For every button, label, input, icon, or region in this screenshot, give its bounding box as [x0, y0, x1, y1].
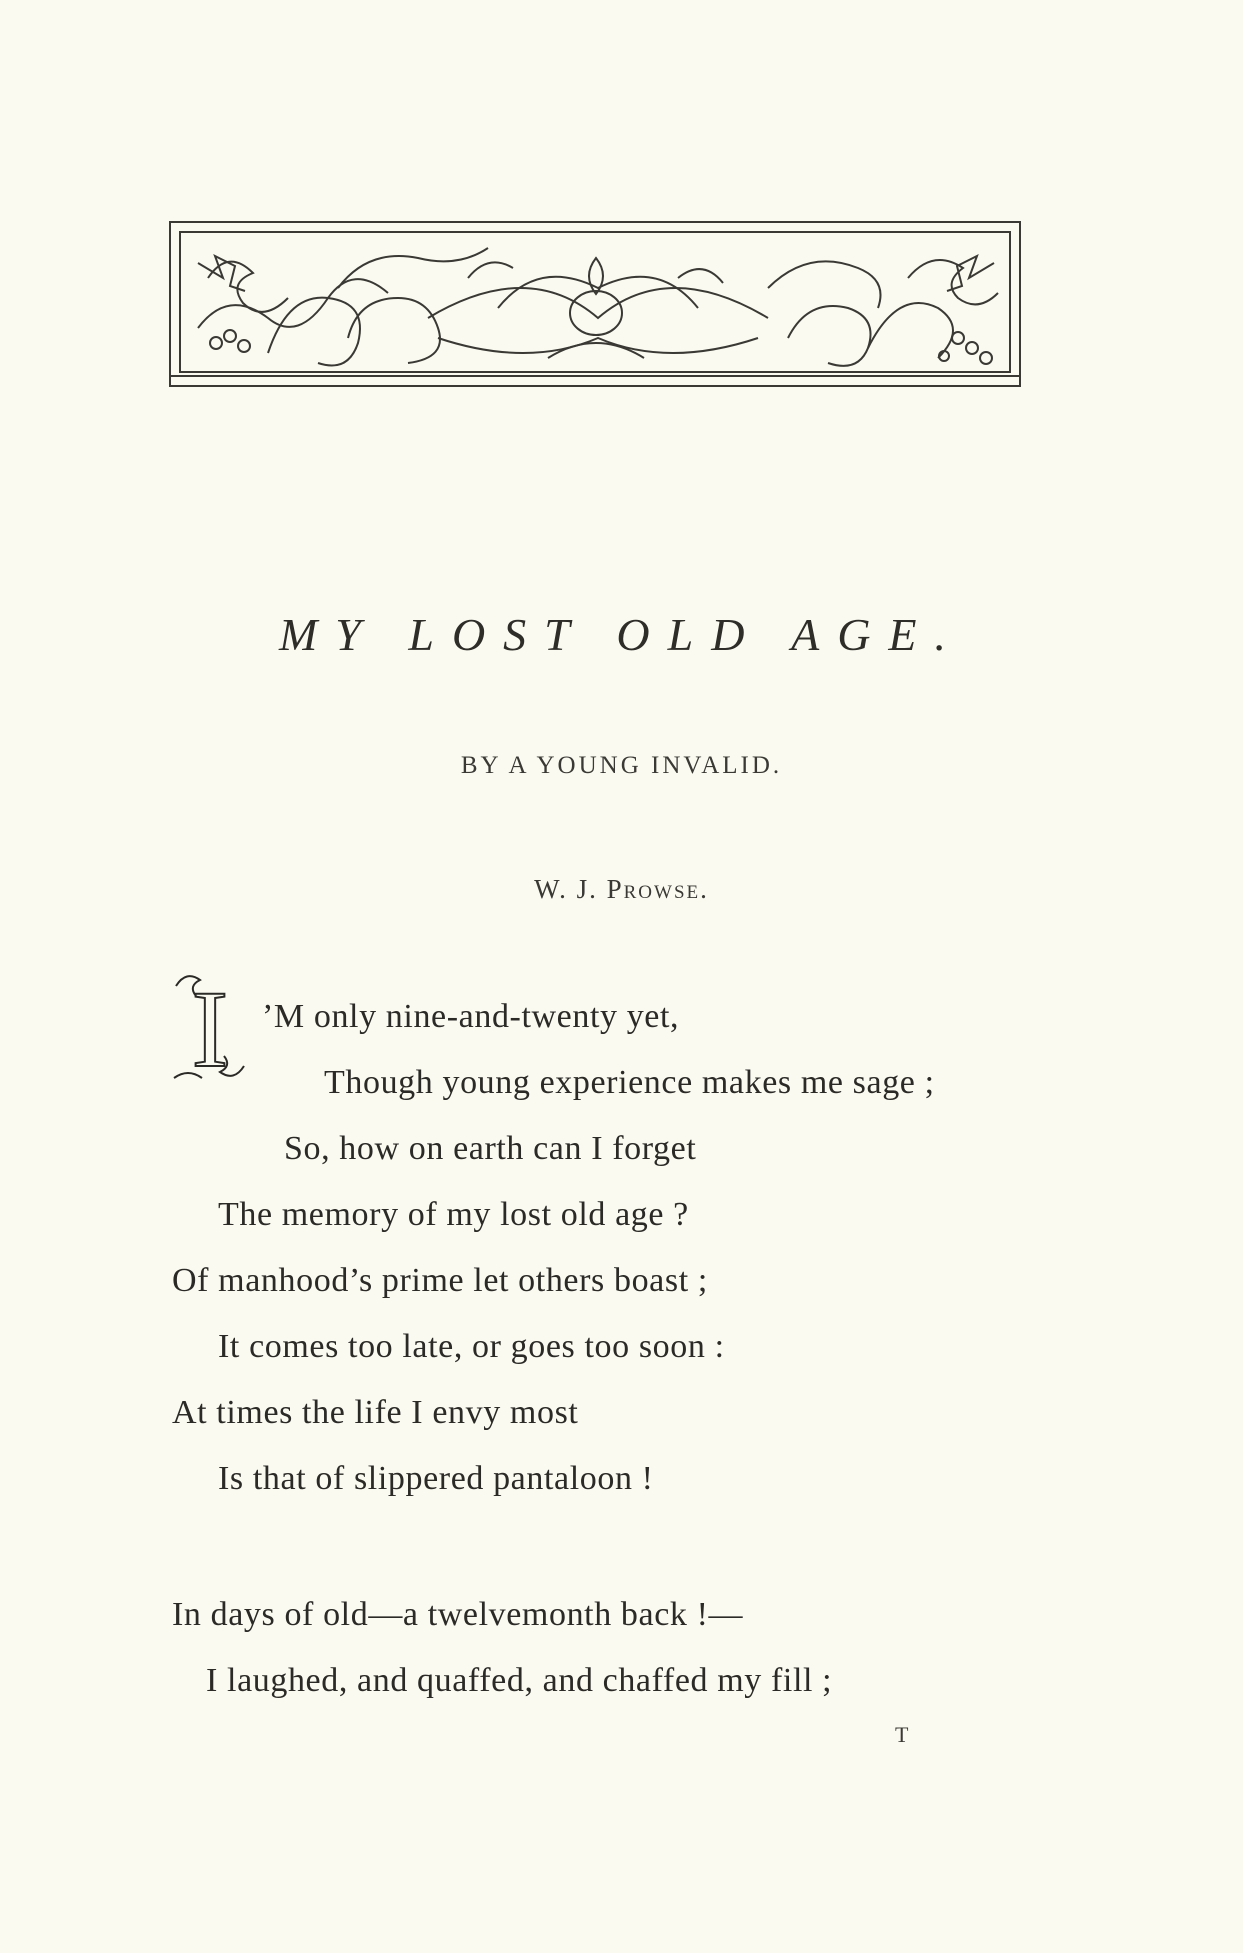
verse-line: Of manhood’s prime let others boast ; — [172, 1262, 708, 1299]
drop-cap-letter: I — [191, 968, 229, 1086]
verse-line: The memory of my lost old age ? — [218, 1196, 689, 1233]
poem-title: MY LOST OLD AGE. — [278, 609, 965, 660]
verse-line: In days of old—a twelvemonth back !— — [172, 1596, 744, 1633]
verse-line: Though young experience makes me sage ; — [324, 1064, 935, 1101]
ornamental-headpiece — [168, 218, 1024, 390]
verse-line: Is that of slippered pantaloon ! — [218, 1460, 654, 1497]
drop-cap-initial — [168, 966, 252, 1086]
verse-line: So, how on earth can I forget — [284, 1130, 697, 1167]
verse-line: At times the life I envy most — [172, 1394, 579, 1431]
verse-line: It comes too late, or goes too soon : — [218, 1328, 725, 1365]
verse-line: I laughed, and quaffed, and chaffed my fill ; — [206, 1662, 833, 1699]
poem-author: W. J. Prowse. — [534, 874, 709, 904]
verse-line: ’M only nine-and-twenty yet, — [262, 998, 680, 1035]
poem-subtitle: BY A YOUNG INVALID. — [460, 752, 783, 779]
signature-mark: T — [895, 1722, 910, 1747]
